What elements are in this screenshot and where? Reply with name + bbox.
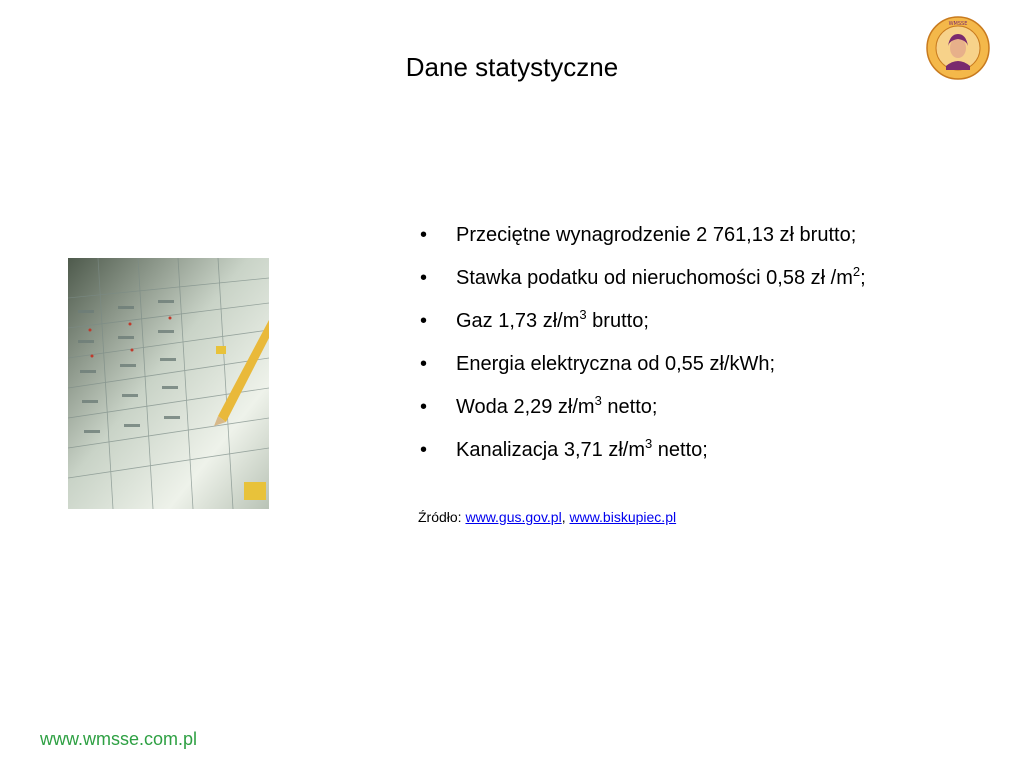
bullet-list xyxy=(414,220,1014,478)
biskupiec-link[interactable]: www.biskupiec.pl xyxy=(569,509,677,525)
bullet-text: Kanalizacja 3,71 zł/m xyxy=(456,439,645,461)
list-item xyxy=(414,435,1014,478)
gus-link[interactable]: www.gus.gov.pl xyxy=(465,509,562,525)
bullet-marker: • xyxy=(420,224,428,246)
bullet-superscript: 3 xyxy=(579,307,587,322)
bullet-suffix: ; xyxy=(860,267,866,289)
bullet-marker: • xyxy=(420,267,428,289)
slide-title: Dane statystyczne xyxy=(405,52,619,82)
bullet-marker: • xyxy=(420,353,428,375)
source-line xyxy=(418,509,676,525)
bullet-suffix: netto; xyxy=(601,396,658,418)
bullet-text: Woda 2,29 zł/m xyxy=(456,396,595,418)
svg-text:WMSSE: WMSSE xyxy=(948,21,968,27)
bullet-suffix: netto; xyxy=(652,439,708,461)
bullet-marker: • xyxy=(420,396,428,418)
list-item xyxy=(414,349,1014,392)
bullet-superscript: 3 xyxy=(594,393,602,408)
bullet-text: Przeciętne wynagrodzenie 2 761,13 zł brutto; xyxy=(456,224,857,246)
bullet-suffix: brutto; xyxy=(586,310,649,332)
bullet-text: Stawka podatku od nieruchomości 0,58 zł /m xyxy=(456,267,853,289)
spreadsheet-with-pencil-photo xyxy=(68,258,269,509)
copernicus-seal-logo xyxy=(926,16,990,80)
list-item xyxy=(414,392,1014,435)
bullet-text: Gaz 1,73 zł/m xyxy=(456,310,580,332)
list-item xyxy=(414,263,1014,306)
list-item xyxy=(414,220,1014,263)
bullet-superscript: 2 xyxy=(852,264,861,279)
source-label: Źródło: xyxy=(418,509,466,525)
list-item xyxy=(414,306,1014,349)
bullet-marker: • xyxy=(420,310,428,332)
bullet-superscript: 3 xyxy=(644,436,653,451)
source-separator: , xyxy=(561,509,570,525)
footer-url: www.wmsse.com.pl xyxy=(40,729,198,749)
bullet-text: Energia elektryczna od 0,55 zł/kWh; xyxy=(456,353,776,375)
bullet-marker: • xyxy=(420,439,428,461)
